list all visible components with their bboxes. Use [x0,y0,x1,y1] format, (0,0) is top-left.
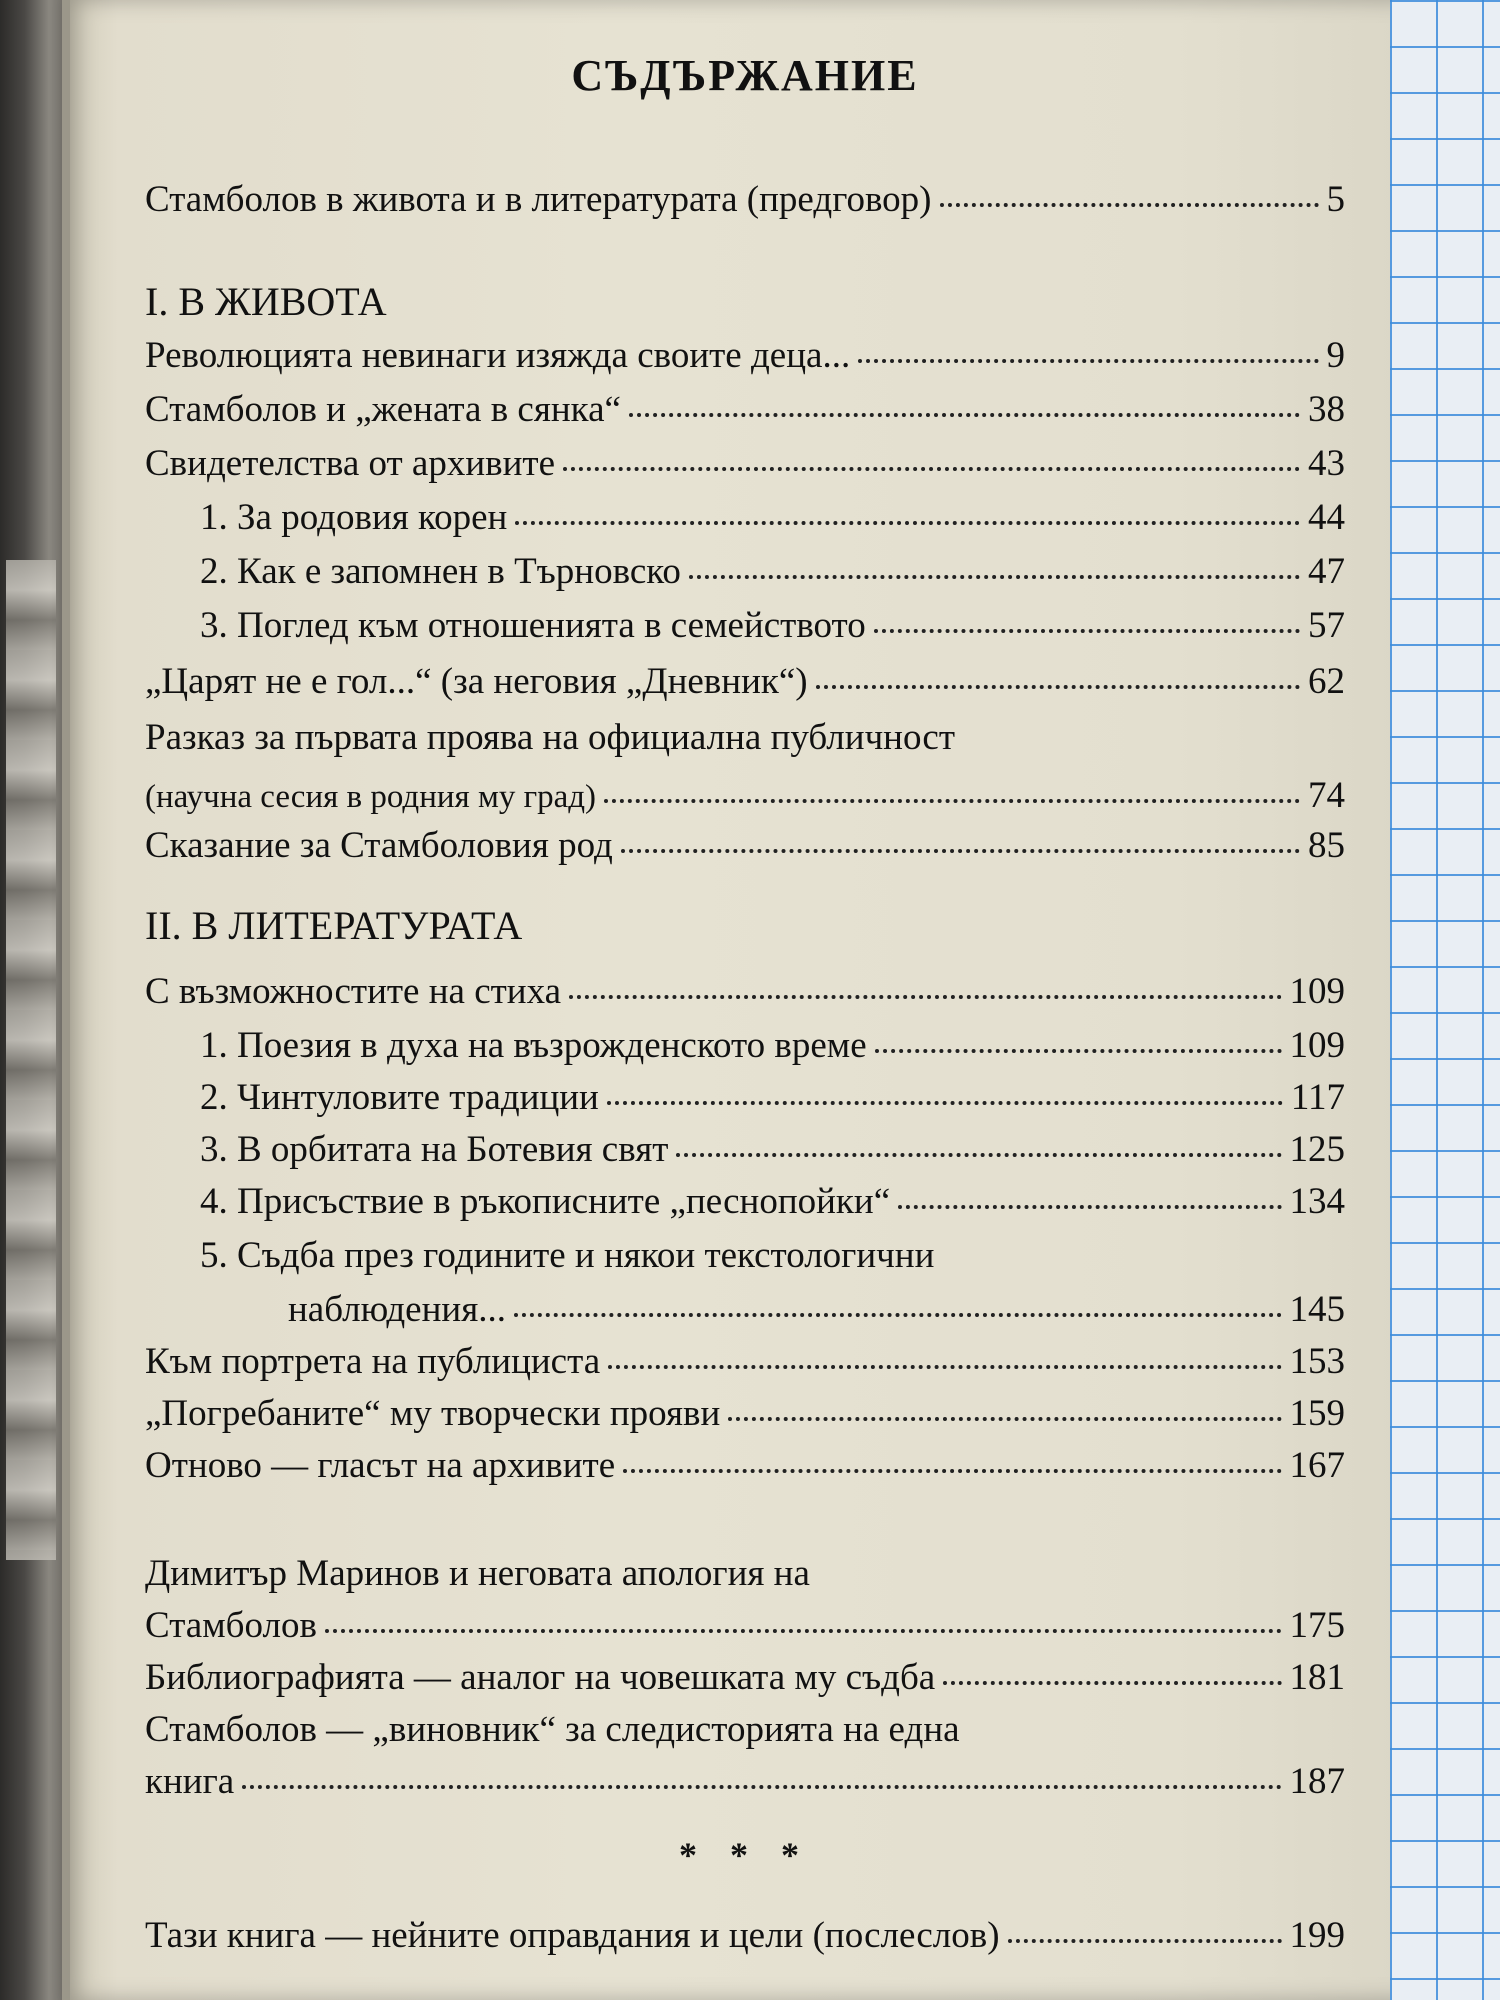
section-heading-part2: II. В ЛИТЕРАТУРАТА [145,903,523,948]
toc-entry [145,968,1345,1016]
section-heading-part1: I. В ЖИВОТА [145,279,387,324]
entry-page: 62 [1308,661,1345,702]
entry-page: 109 [1289,1025,1345,1066]
entry-title: 3. В орбитата на Ботевия свят [200,1129,669,1170]
entry-page: 74 [1308,775,1345,816]
toc-subentry [145,494,1345,542]
dot-leader [1008,1939,1282,1943]
toc-subentry [145,1074,1345,1122]
entry-page: 47 [1308,551,1345,592]
entry-page: 43 [1308,443,1345,484]
dot-leader [858,359,1318,363]
section-separator: * * * [679,1835,811,1875]
toc-entry [145,440,1345,488]
dot-leader [608,1365,1281,1369]
toc-entry [145,1390,1345,1438]
dot-leader [325,1629,1282,1633]
entry-page: 159 [1289,1393,1345,1434]
entry-page: 134 [1289,1181,1345,1222]
entry-title: С възможностите на стиха [145,971,562,1012]
entry-page: 175 [1289,1605,1345,1646]
toc-entry [145,332,1345,380]
dot-leader [607,1101,1283,1105]
entry-page: 109 [1289,971,1345,1012]
entry-title: 1. За родовия корен [200,497,508,538]
dot-leader [898,1205,1281,1209]
dot-leader [563,467,1300,471]
toc-entry [145,1654,1345,1702]
dot-leader [676,1153,1281,1157]
entry-page: 57 [1308,605,1345,646]
dot-leader [629,413,1300,417]
entry-page: 38 [1308,389,1345,430]
entry-title: наблюдения... [288,1289,506,1330]
toc-entry [145,1758,1345,1806]
toc-entry [145,822,1345,870]
dot-leader [874,629,1300,633]
entry-page: 44 [1308,497,1345,538]
toc-entry [145,772,1345,820]
dot-leader [623,1469,1281,1473]
dot-leader [875,1049,1282,1053]
graph-paper-background [1390,0,1500,2000]
entry-page: 117 [1290,1077,1345,1118]
toc-entry [145,1602,1345,1650]
entry-title: „Царят не е гол...“ (за неговия „Дневник“) [145,661,808,702]
page-fold [62,0,70,2000]
entry-page: 167 [1289,1445,1345,1486]
entry-page: 199 [1289,1915,1345,1956]
facing-page-photo [6,560,56,1560]
dot-leader [940,203,1319,207]
toc-entry-afterword [145,1912,1345,1960]
dot-leader [569,995,1281,999]
toc-subentry [145,1178,1345,1226]
toc-entry [145,1442,1345,1490]
entry-page: 9 [1326,335,1345,376]
dot-leader [689,575,1300,579]
dot-leader [604,799,1300,803]
entry-title: Сказание за Стамболовия род [145,825,613,866]
entry-title: 2. Как е запомнен в Търновско [200,551,681,592]
entry-page: 153 [1289,1341,1345,1382]
entry-title: 3. Поглед към отношенията в семейството [200,605,866,646]
entry-title: Революцията невинаги изяжда своите деца... [145,335,851,376]
toc-subentry [145,548,1345,596]
entry-title: Стамболов [145,1605,317,1646]
toc-entry-title-line: Разказ за първата проява на официална публичност [145,717,955,758]
toc-subentry [145,1022,1345,1070]
entry-title: (научна сесия в родния му град) [145,779,597,815]
entry-title: Библиографията — аналог на човешката му съдба [145,1657,936,1698]
entry-title: Стамболов и „жената в сянка“ [145,389,621,430]
entry-title: Тази книга — нейните оправдания и цели (послеслов) [145,1915,1000,1956]
toc-subentry-title-line: 5. Съдба през годините и някои текстологични [200,1235,935,1276]
toc-subentry [145,1286,1345,1334]
entry-title: Свидетелства от архивите [145,443,556,484]
dot-leader [514,1313,1282,1317]
page-title: СЪДЪРЖАНИЕ [571,51,919,100]
dot-leader [728,1417,1281,1421]
entry-title: 4. Присъствие в ръкописните „песнопойки“ [200,1181,891,1222]
toc-entry [145,386,1345,434]
entry-title: книга [145,1761,235,1802]
toc-entry-preface [145,176,1345,224]
entry-page: 125 [1289,1129,1345,1170]
dot-leader [816,685,1300,689]
entry-page: 145 [1289,1289,1345,1330]
toc-subentry [145,1126,1345,1174]
entry-page: 181 [1289,1657,1345,1698]
toc-entry-title-line: Димитър Маринов и неговата апология на [145,1553,810,1594]
entry-title: 2. Чинтуловите традиции [200,1077,599,1118]
entry-title: Към портрета на публициста [145,1341,601,1382]
dot-leader [943,1681,1281,1685]
entry-page: 85 [1308,825,1345,866]
entry-title: Отново — гласът на архивите [145,1445,616,1486]
dot-leader [515,521,1300,525]
entry-page: 5 [1326,179,1345,220]
entry-title: „Погребаните“ му творчески прояви [145,1393,721,1434]
dot-leader [621,849,1300,853]
toc-entry-title-line: Стамболов — „виновник“ за следисторията на една [145,1709,960,1750]
toc-entry [145,1338,1345,1386]
dot-leader [242,1785,1281,1789]
toc-entry [145,658,1345,706]
entry-page: 187 [1289,1761,1345,1802]
entry-title: 1. Поезия в духа на възрожденското време [200,1025,867,1066]
entry-title: Стамболов в живота и в литературата (предговор) [145,179,932,220]
toc-subentry [145,602,1345,650]
